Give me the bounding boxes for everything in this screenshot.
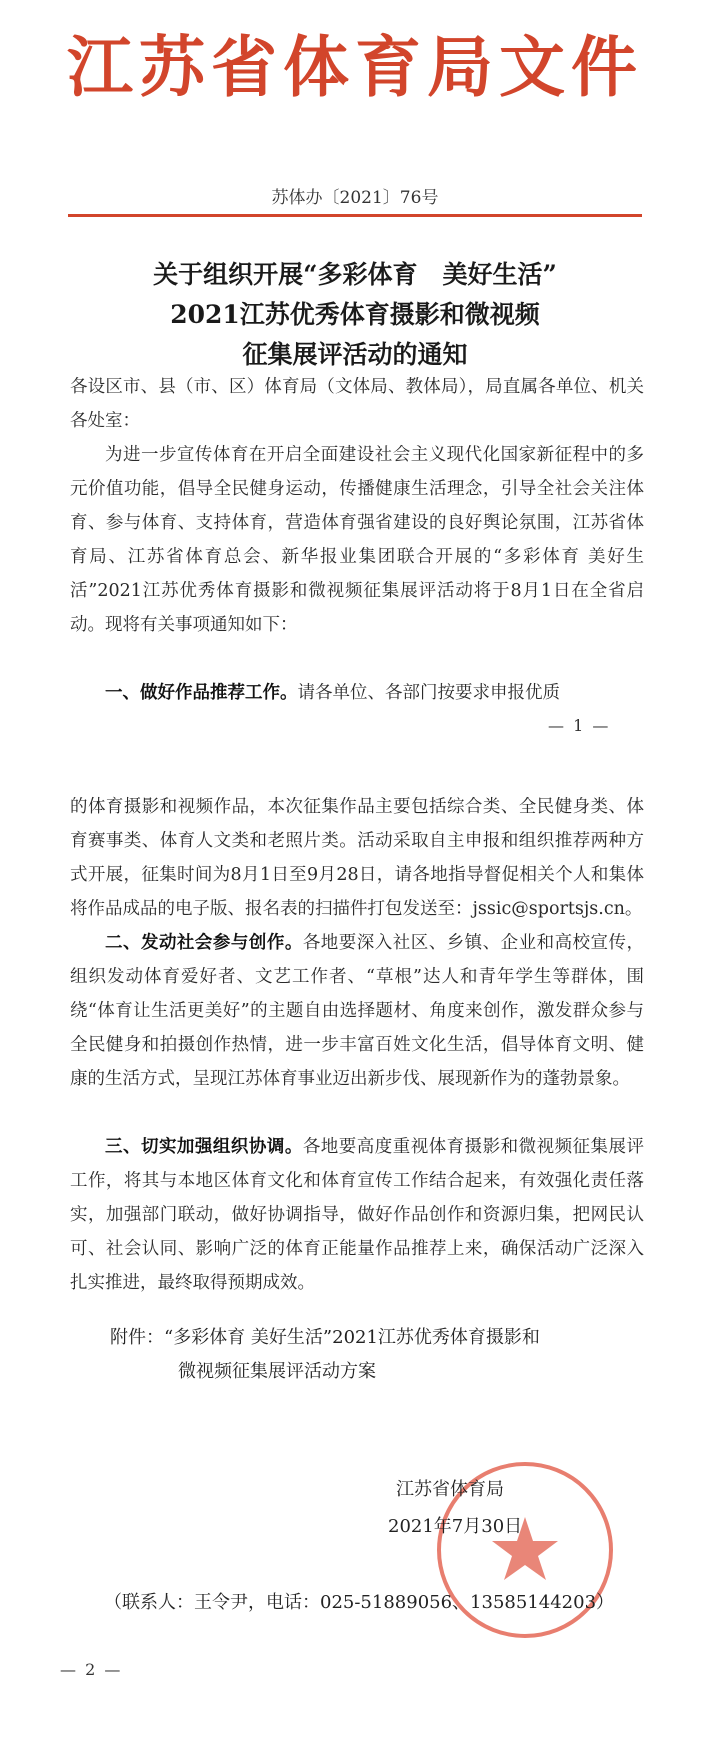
section-2-heading: 二、发动社会参与创作。: [105, 933, 303, 953]
page-number-2: — 2 —: [60, 1660, 123, 1679]
addressee: 各设区市、县（市、区）体育局（文体局、教体局），局直属各单位、机关各处室：: [70, 377, 644, 431]
signing-date: 2021年7月30日: [388, 1516, 523, 1537]
document-number: 苏体办〔2021〕76号: [271, 188, 439, 208]
notice-title: [0, 255, 710, 375]
section-3-paragraph: [70, 1130, 644, 1300]
attachment-line-1: 附件：“多彩体育 美好生活”2021江苏优秀体育摄影和: [110, 1327, 540, 1348]
contact-info: （联系人：王令尹，电话：025-51889056、13585144203）: [104, 1592, 615, 1613]
section-2-text: 各地要深入社区、乡镇、企业和高校宣传，组织发动体育爱好者、文艺工作者、“草根”达人和青年学生等群体，围绕“体育让生活更美好”的主题自由选择题材、角度来创作，激发群众参与全民健身和拍摄创作热情，进一步丰富百姓文化生活，倡导体育文明、健康的生活方式，呈现江苏体育事业迈出新步伐、展现新作为的蓬勃景象。: [70, 933, 645, 1089]
notice-title-line-1: 关于组织开展“多彩体育 美好生活”: [153, 260, 557, 289]
signer: 江苏省体育局: [396, 1479, 504, 1500]
notice-title-line-3: 征集展评活动的通知: [242, 340, 468, 369]
notice-title-line-2: 2021江苏优秀体育摄影和微视频: [170, 300, 540, 329]
intro-paragraph: 为进一步宣传体育在开启全面建设社会主义现代化国家新征程中的多元价值功能，倡导全民健身运动，传播健康生活理念，引导全社会关注体育、参与体育、支持体育，营造体育强省建设的良好舆论氛围，江苏省体育局、江苏省体育总会、新华报业集团联合开展的“多彩体育 美好生活”2021江苏优秀体育摄影和微视频征集展评活动将于8月1日在全省启动。现将有关事项通知如下：: [70, 445, 644, 635]
section-1-text-part2: 的体育摄影和视频作品，本次征集作品主要包括综合类、全民健身类、体育赛事类、体育人文类和老照片类。活动采取自主申报和组织推荐两种方式开展，征集时间为8月1日至9月28日，请各地指导督促相关个人和集体将作品成品的电子版、报名表的扫描件打包发送至：jssic@sportsjs.cn。: [70, 797, 644, 919]
section-1-heading: 一、做好作品推荐工作。: [105, 683, 298, 703]
section-1-start: [70, 676, 644, 710]
section-3-text: 各地要高度重视体育摄影和微视频征集展评工作，将其与本地区体育文化和体育宣传工作结合起来，有效强化责任落实，加强部门联动，做好协调指导，做好作品创作和资源归集，把网民认可、社会认同、影响广泛的体育正能量作品推荐上来，确保活动广泛深入扎实推进，最终取得预期成效。: [70, 1137, 645, 1293]
section-2-paragraph: [70, 926, 644, 1096]
section-3-heading: 三、切实加强组织协调。: [105, 1137, 303, 1157]
header-divider: [68, 214, 642, 217]
section-1-text-part1: 请各单位、各部门按要求申报优质: [297, 683, 560, 703]
page-number-1: — 1 —: [548, 716, 611, 735]
attachment-line-2: 微视频征集展评活动方案: [178, 1361, 376, 1382]
document-header-title: 江苏省体育局文件: [67, 28, 643, 106]
